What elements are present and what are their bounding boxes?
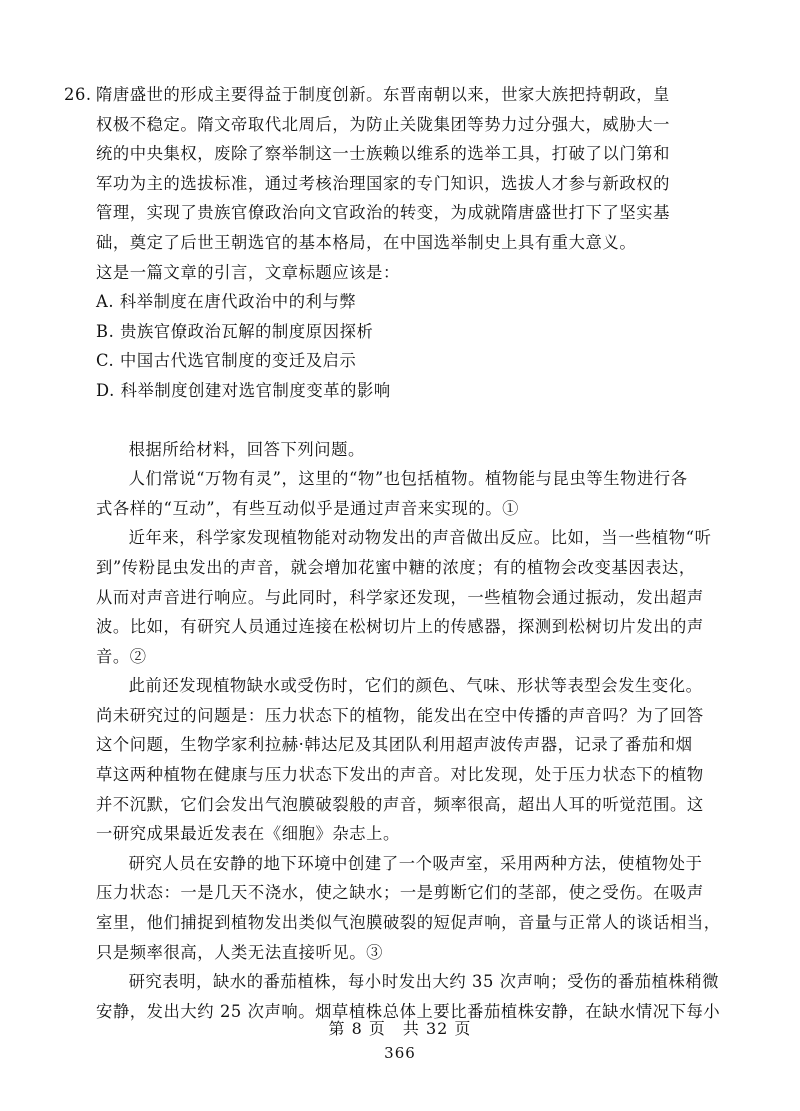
section-gap	[96, 406, 700, 435]
option-a: A. 科举制度在唐代政治中的利与弊	[96, 292, 357, 312]
question-prompt: 这是一篇文章的引言，文章标题应该是：	[96, 262, 400, 282]
option-c: C. 中国古代选官制度的变迁及启示	[96, 351, 357, 371]
paragraph-line: 研究表明，缺水的番茄植株，每小时发出大约 35 次声响；受伤的番茄植株稍微	[128, 972, 720, 992]
question-stem-line: 权极不稳定。隋文帝取代北周后，为防止关陇集团等势力过分强大，威胁大一	[96, 114, 670, 134]
paragraph-line: 近年来，科学家发现植物能对动物发出的声音做出反应。比如，当一些植物“听	[128, 528, 712, 548]
paragraph-line: 音。②	[96, 646, 147, 666]
paragraph-line: 尚未研究过的问题是：压力状态下的植物，能发出在空中传播的声音吗？为了回答	[96, 705, 704, 725]
paragraph-line: 从而对声音进行响应。与此同时，科学家还发现，一些植物会通过振动，发出超声	[96, 587, 704, 607]
reading-passage	[96, 435, 721, 1027]
passage-paragraph-3	[96, 671, 704, 849]
passage-paragraph-4	[96, 849, 721, 967]
page-content	[64, 80, 721, 1026]
paragraph-line: 室里，他们捕捉到植物发出类似气泡膜破裂的短促声响，音量与正常人的谈话相当，	[96, 913, 721, 933]
paragraph-line: 草这两种植物在健康与压力状态下发出的声音。对比发现，处于压力状态下的植物	[96, 765, 704, 785]
paragraph-line: 并不沉默，它们会发出气泡膜破裂般的声音，频率很高，超出人耳的听觉范围。这	[96, 794, 704, 814]
paragraph-line: 这个问题，生物学家利拉赫·韩达尼及其团队利用超声波传声器，记录了番茄和烟	[96, 735, 693, 755]
passage-instruction	[96, 435, 700, 465]
passage-paragraph-2	[96, 523, 712, 671]
option-b: B. 贵族官僚政治瓦解的制度原因探析	[96, 321, 374, 341]
paragraph-line: 安静，发出大约 25 次声响。烟草植株总体上要比番茄植株安静，在缺水情况下每小	[96, 1001, 721, 1021]
question-stem-line: 隋唐盛世的形成主要得益于制度创新。东晋南朝以来，世家大族把持朝政，皇	[96, 85, 670, 104]
paragraph-line: 此前还发现植物缺水或受伤时，它们的颜色、气味、形状等表型会发生变化。	[128, 676, 703, 696]
paragraph-line: 人们常说“万物有灵”，这里的“物”也包括植物。植物能与昆虫等生物进行各	[128, 469, 688, 489]
passage-paragraph-1	[96, 464, 700, 523]
question-stem-line: 统的中央集权，废除了察举制这一士族赖以维系的选举工具，打破了以门第和	[96, 144, 670, 164]
paragraph-line: 一研究成果最近发表在《细胞》杂志上。	[96, 824, 400, 844]
question-number: 26.	[64, 85, 92, 104]
paragraph-line: 式各样的“互动”，有些互动似乎是通过声音来实现的。①	[96, 498, 519, 518]
page-footer-info: 第 8 页 共 32 页	[328, 1019, 472, 1038]
question-26	[64, 80, 700, 406]
option-d: D. 科举制度创建对选官制度变革的影响	[96, 380, 391, 400]
question-stem-line: 管理，实现了贵族官僚政治向文官政治的转变，为成就隋唐盛世打下了坚实基	[96, 203, 670, 223]
paragraph-line: 压力状态：一是几天不浇水，使之缺水；一是剪断它们的茎部，使之受伤。在吸声	[96, 883, 704, 903]
instruction-text: 根据所给材料，回答下列问题。	[128, 439, 365, 459]
paragraph-line: 研究人员在安静的地下环境中创建了一个吸声室，采用两种方法，使植物处于	[128, 853, 703, 873]
paragraph-line: 波。比如，有研究人员通过连接在松树切片上的传感器，探测到松树切片发出的声	[96, 617, 704, 637]
page-number: 366	[384, 1044, 416, 1062]
question-stem-line: 军功为主的选拔标准，通过考核治理国家的专门知识，选拔人才参与新政权的	[96, 173, 670, 193]
question-stem-line: 础，奠定了后世王朝选官的基本格局，在中国选举制史上具有重大意义。	[96, 232, 637, 252]
paragraph-line: 只是频率很高，人类无法直接听见。③	[96, 942, 383, 962]
paragraph-line: 到”传粉昆虫发出的声音，就会增加花蜜中糖的浓度；有的植物会改变基因表达，	[96, 557, 696, 577]
